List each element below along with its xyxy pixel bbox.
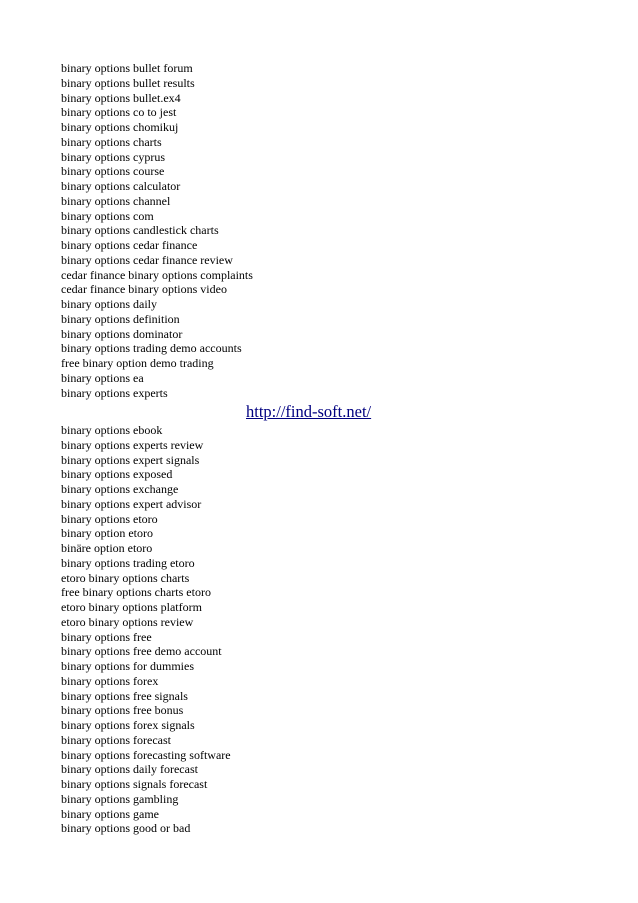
- keyword-line: etoro binary options platform: [61, 600, 202, 614]
- keyword-line: binary options exchange: [61, 482, 179, 496]
- keyword-line: binary options candlestick charts: [61, 223, 219, 238]
- keyword-line: binary options cedar finance: [61, 238, 198, 252]
- keyword-line: binary options daily: [61, 297, 157, 311]
- keyword-line: cedar finance binary options video: [61, 282, 227, 297]
- keyword-line: binary options definition: [61, 311, 180, 326]
- keyword-line: binary options forex: [61, 673, 159, 688]
- keyword-list-top: [61, 61, 253, 400]
- keyword-line: binary options com: [61, 208, 154, 223]
- keyword-line: binary options co to jest: [61, 105, 177, 120]
- keyword-line: binary options forex signals: [61, 718, 195, 732]
- keyword-line: binary options experts review: [61, 437, 204, 452]
- keyword-line: binary options bullet.ex4: [61, 90, 181, 105]
- find-soft-link[interactable]: http://find-soft.net/: [246, 402, 372, 421]
- keyword-line: binary options expert advisor: [61, 496, 202, 511]
- keyword-line: binary options forecasting software: [61, 747, 231, 762]
- keyword-line: binary options free demo account: [61, 644, 222, 659]
- keyword-line: binary options good or bad: [61, 821, 191, 836]
- keyword-list-bottom: [61, 423, 231, 836]
- keyword-line: binary options daily forecast: [61, 762, 198, 777]
- keyword-line: binary options etoro: [61, 511, 158, 526]
- keyword-line: cedar finance binary options complaints: [61, 267, 253, 282]
- keyword-line: binary options trading demo accounts: [61, 341, 242, 356]
- keyword-line: binary options experts: [61, 385, 168, 400]
- keyword-line: binary options game: [61, 806, 159, 821]
- keyword-line: binary options expert signals: [61, 452, 200, 467]
- keyword-line: binary options ea: [61, 370, 144, 385]
- keyword-line: binary options trading etoro: [61, 555, 195, 570]
- keyword-line: binary options bullet forum: [61, 61, 193, 75]
- keyword-line: binary options free: [61, 629, 152, 644]
- keyword-line: etoro binary options charts: [61, 570, 190, 585]
- keyword-line: binary options forecast: [61, 732, 171, 747]
- keyword-line: binary options for dummies: [61, 659, 194, 673]
- keyword-line: binary options gambling: [61, 791, 179, 806]
- keyword-line: binary options free bonus: [61, 703, 184, 718]
- keyword-line: binary options dominator: [61, 326, 183, 341]
- keyword-line: binary options charts: [61, 134, 162, 149]
- keyword-line: binary option etoro: [61, 526, 153, 541]
- keyword-line: binäre option etoro: [61, 541, 153, 555]
- keyword-line: binary options free signals: [61, 688, 188, 703]
- keyword-line: binary options ebook: [61, 423, 163, 437]
- keyword-line: free binary option demo trading: [61, 356, 214, 370]
- keyword-line: binary options bullet results: [61, 75, 195, 90]
- keyword-line: binary options exposed: [61, 467, 173, 482]
- keyword-line: binary options cyprus: [61, 149, 165, 164]
- keyword-line: binary options cedar finance review: [61, 252, 233, 267]
- keyword-line: binary options chomikuj: [61, 120, 179, 134]
- keyword-line: binary options course: [61, 164, 165, 179]
- keyword-line: binary options signals forecast: [61, 777, 208, 791]
- keyword-line: etoro binary options review: [61, 614, 194, 629]
- keyword-line: binary options channel: [61, 193, 171, 208]
- keyword-line: free binary options charts etoro: [61, 585, 211, 600]
- keyword-line: binary options calculator: [61, 179, 181, 193]
